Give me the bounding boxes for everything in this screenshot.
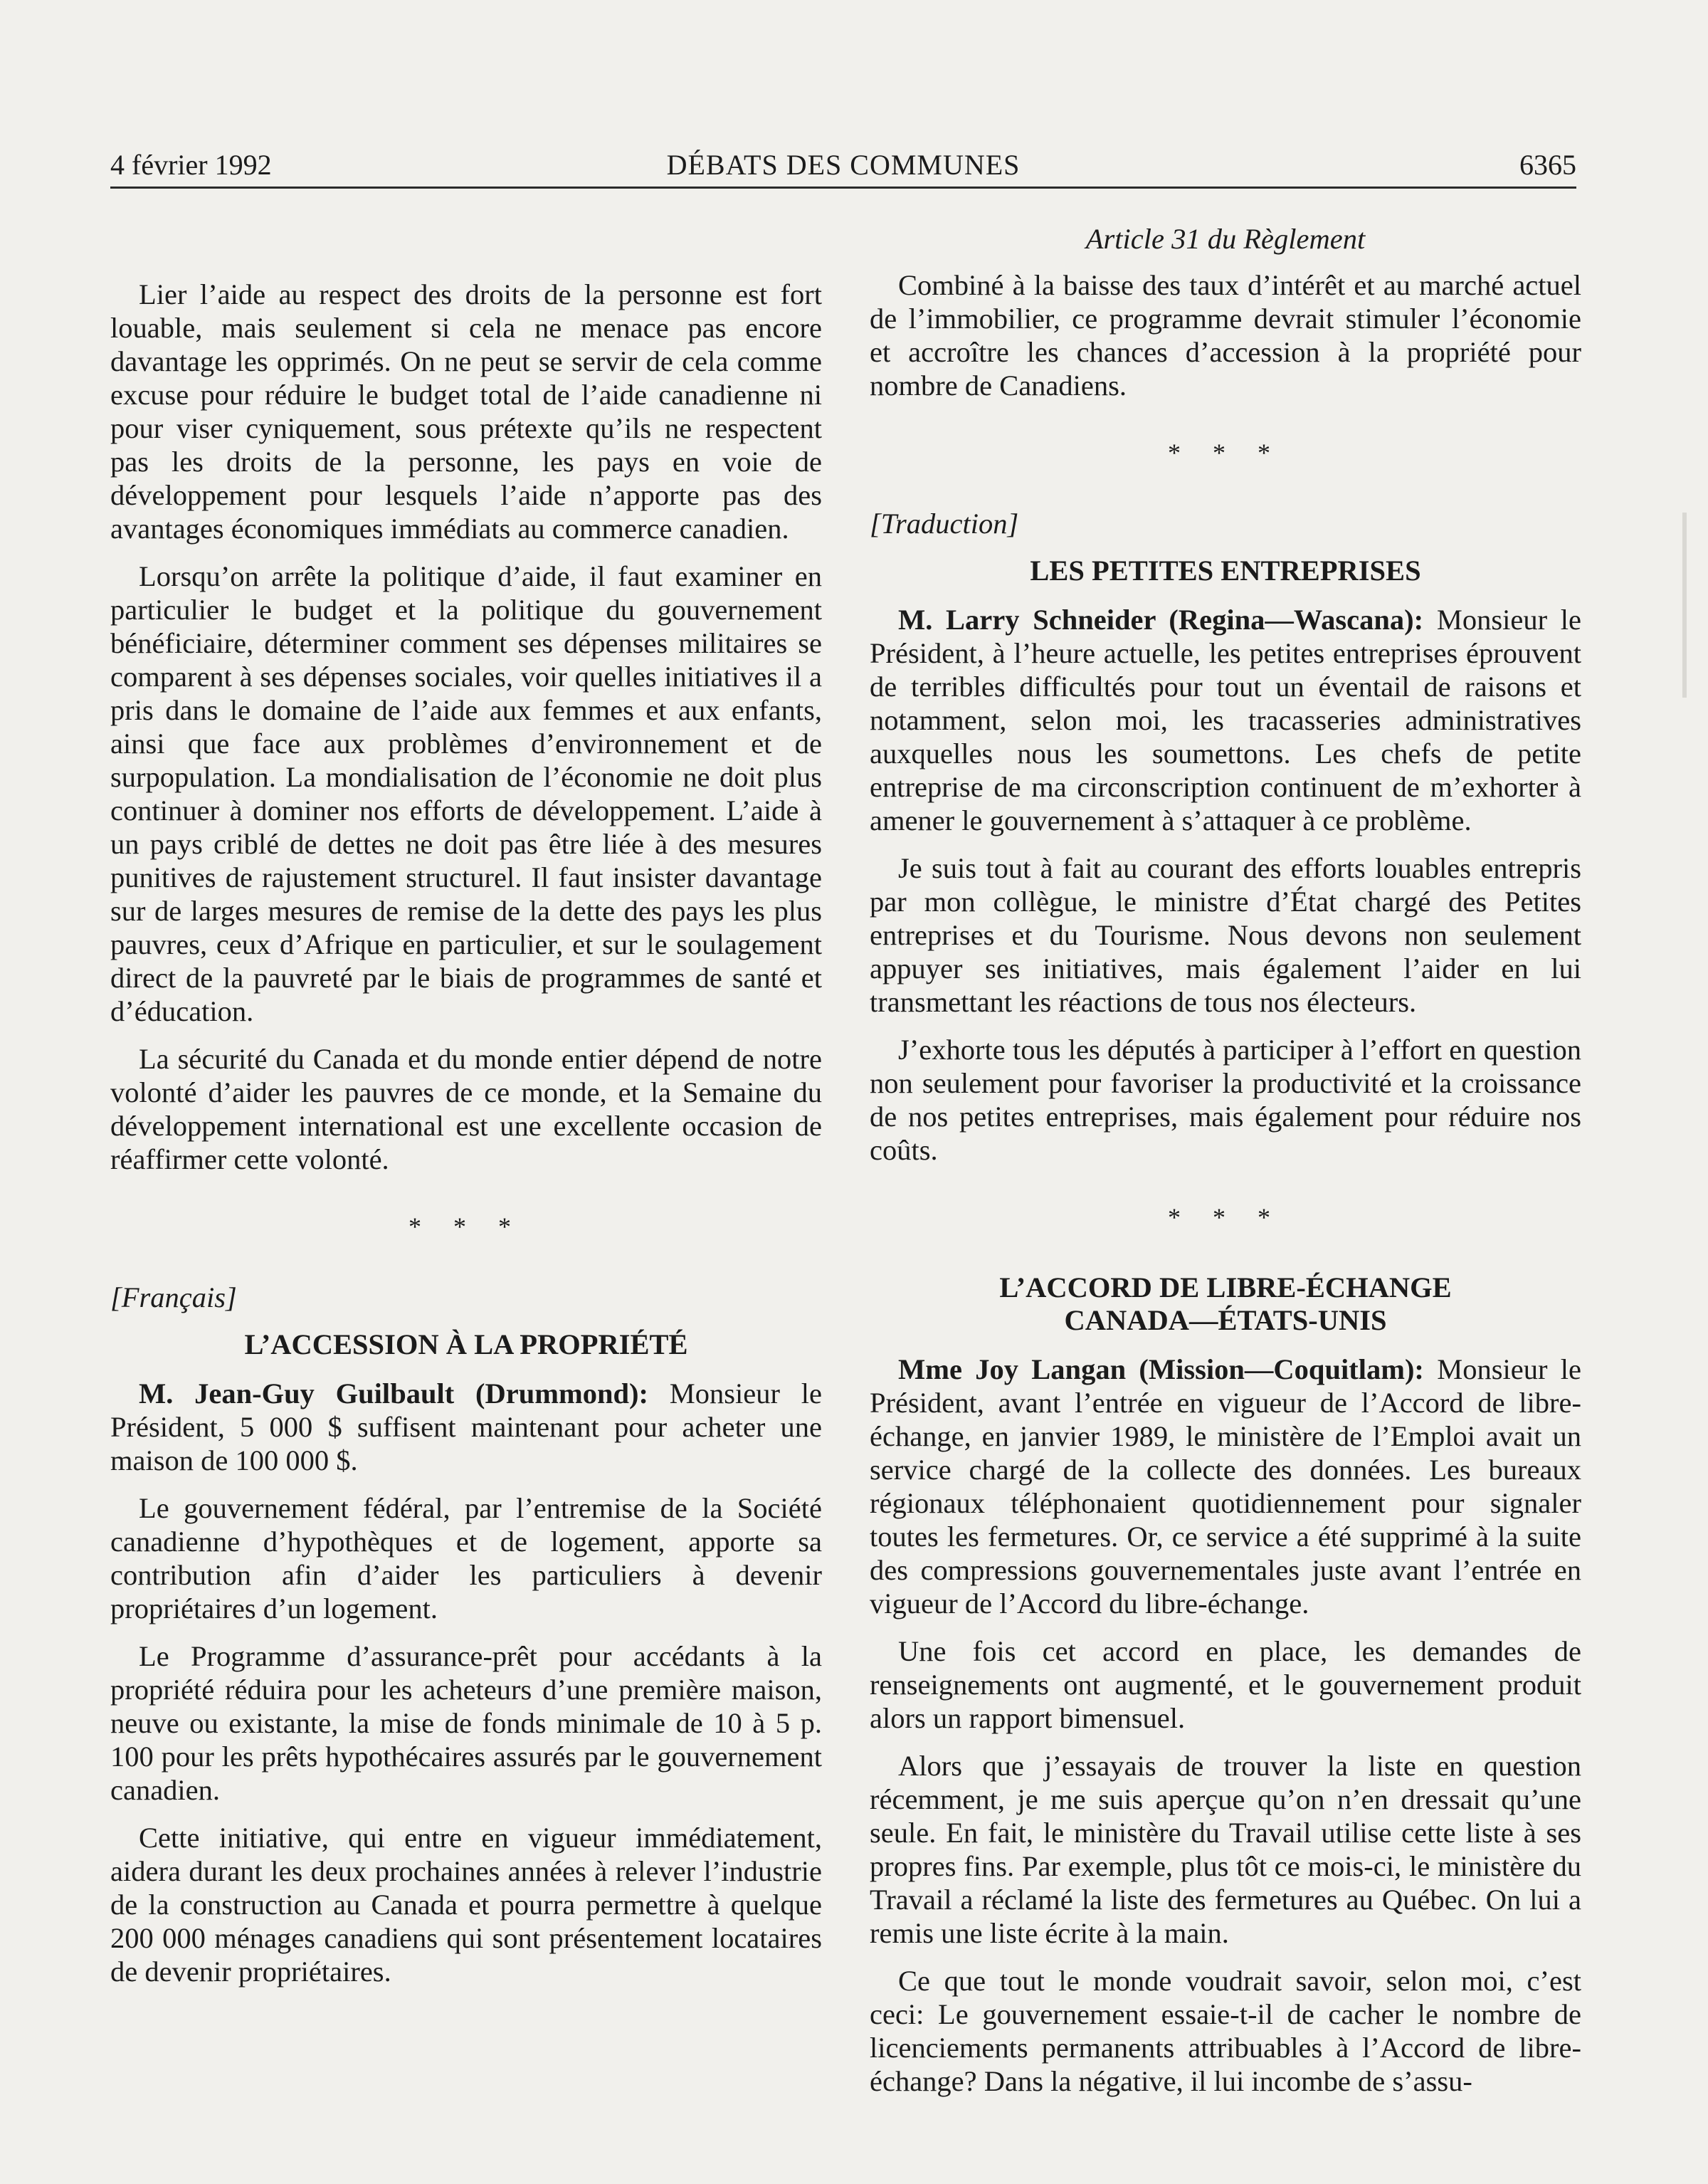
section-separator: * * * [1168,1203,1283,1232]
paragraph: Le gouvernement fédéral, par l’entremise de la Société canadienne d’hypothèques et de logement, apporte sa contribution afin d’aider les particuliers à devenir propriétaires d’un logement. [110,1492,822,1624]
paragraph: Lier l’aide au respect des droits de la personne est fort louable, mais seulement si cela ne menace pas encore davantage les opprimés. On ne peut se servir de cela comme excuse pour réduire le budget total de l’aide canadienne ni pour viser cyniquement, sous prétexte qu’ils ne respectent pas les droits de la personne, les pays en voie de développement pour lesquels l’aide n’apporte pas des avantages économiques immédiats au commerce canadien. [110,278,822,545]
page-number: 6365 [1519,149,1576,181]
paragraph: Lorsqu’on arrête la politique d’aide, il faut examiner en particulier le budget et la politique du gouvernement bénéficiaire, déterminer comment ses dépenses militaires se comparent à ses dépenses sociales, voir quelles initiatives il a pris dans le domaine de l’aide aux femmes et aux enfants, ainsi que face aux problèmes d’environnement et de surpopulation. La mondialisation de l’économie ne doit plus continuer à dominer nos efforts de développement. L’aide à un pays criblé de dettes ne doit pas être liée à des mesures punitives de rajustement structurel. Il faut insister davantage sur de larges mesures de remise de la dette des pays les plus pauvres, ceux d’Afrique en particulier, et sur le soulagement direct de la pauvreté par le biais de programmes de santé et d’éducation. [110,560,822,1027]
header-date: 4 février 1992 [110,149,272,181]
speaker-name: M. Larry Schneider (Regina—Wascana): [898,604,1424,636]
speech-text: Monsieur le Président, à l’heure actuelle, les petites entreprises éprouvent de terribles difficultés pour tout un éventail de raisons et notamment, selon moi, les tracasseries administratives auxquelles nous les soumettons. Les chefs de petite entreprise de ma circonscription continuent de m’exhorter à amener le gouvernement à s’attaquer à ce problème. [870,604,1582,836]
paragraph: J’exhorte tous les députés à participer à l’effort en question non seulement pour favoriser la productivité et la croissance de nos petites entreprises, mais également pour réduire nos coûts. [870,1034,1581,1166]
section-separator: * * * [408,1212,524,1241]
heading-line: L’ACCORD DE LIBRE-ÉCHANGE [999,1271,1452,1303]
language-tag: [Français] [110,1281,237,1313]
paragraph: Cette initiative, qui entre en vigueur immédiatement, aidera durant les deux prochaines années à relever l’industrie de la construction au Canada et pourra permettre à quelque 200 000 ménages canadiens qui sont présentement locataires de devenir propriétaires. [110,1822,822,1988]
speaker-name: Mme Joy Langan (Mission—Coquitlam): [898,1353,1424,1385]
speech-paragraph [110,1377,822,1477]
section-heading: L’ACCESSION À LA PROPRIÉTÉ [244,1328,688,1360]
right-column [870,222,1581,2112]
paragraph: Combiné à la baisse des taux d’intérêt et au marché actuel de l’immobilier, ce programme devrait stimuler l’économie et accroître les chances d’accession à la propriété pour nombre de Canadiens. [870,269,1581,401]
left-column [110,278,822,2002]
speech-text: Monsieur le Président, 5 000 $ suffisent maintenant pour acheter une maison de 100 000 $. [110,1377,822,1476]
heading-line: CANADA—ÉTATS-UNIS [1064,1304,1387,1336]
header-title: DÉBATS DES COMMUNES [666,149,1021,181]
section-heading [870,1271,1581,1337]
language-tag: [Traduction] [870,508,1019,540]
speech-paragraph [870,1353,1581,1620]
bleed-through-mark [1682,513,1687,698]
speech-paragraph [870,603,1581,837]
page-header [110,144,1576,189]
paragraph: Une fois cet accord en place, les demandes de renseignements ont augmenté, et le gouvernement produit alors un rapport bimensuel. [870,1635,1581,1734]
paragraph: Je suis tout à fait au courant des efforts louables entrepris par mon collègue, le ministre d’État chargé des Petites entreprises et du Tourisme. Nous devons non seulement appuyer ses initiatives, mais également l’aider en lui transmettant les réactions de tous nos électeurs. [870,852,1581,1018]
section-subhead: Article 31 du Règlement [1085,223,1366,255]
section-separator: * * * [1168,439,1283,467]
paragraph: Le Programme d’assurance-prêt pour accédants à la propriété réduira pour les acheteurs d’une première maison, neuve ou existante, la mise de fonds minimale de 10 à 5 p. 100 pour les prêts hypothécaires assurés par le gouvernement canadien. [110,1640,822,1806]
paragraph: La sécurité du Canada et du monde entier dépend de notre volonté d’aider les pauvres de ce monde, et la Semaine du développement international est une excellente occasion de réaffirmer cette volonté. [110,1043,822,1175]
paragraph: Alors que j’essayais de trouver la liste en question récemment, je me suis aperçue qu’on n’en dressait qu’une seule. En fait, le ministère du Travail utilise cette liste à ses propres fins. Par exemple, plus tôt ce mois-ci, le ministère du Travail a réclamé la liste des fermetures au Québec. On lui a remis une liste écrite à la main. [870,1750,1581,1949]
section-heading: LES PETITES ENTREPRISES [1030,555,1421,587]
speech-text: Monsieur le Président, avant l’entrée en vigueur de l’Accord de libre-échange, en janvier 1989, le ministère de l’Emploi avait un service chargé de la collecte des données. Les bureaux régionaux téléphonaient quotidiennement pour signaler toutes les fermetures. Or, ce service a été supprimé à la suite des compressions gouvernementales juste avant l’entrée en vigueur de l’Accord du libre-échange. [870,1353,1581,1619]
paragraph: Ce que tout le monde voudrait savoir, selon moi, c’est ceci: Le gouvernement essaie-t-il de cacher le nombre de licenciements permanents attribuables à l’Accord de libre-échange? Dans la négative, il lui incombe de s’assu- [870,1965,1581,2097]
speaker-name: M. Jean-Guy Guilbault (Drummond): [139,1377,648,1409]
